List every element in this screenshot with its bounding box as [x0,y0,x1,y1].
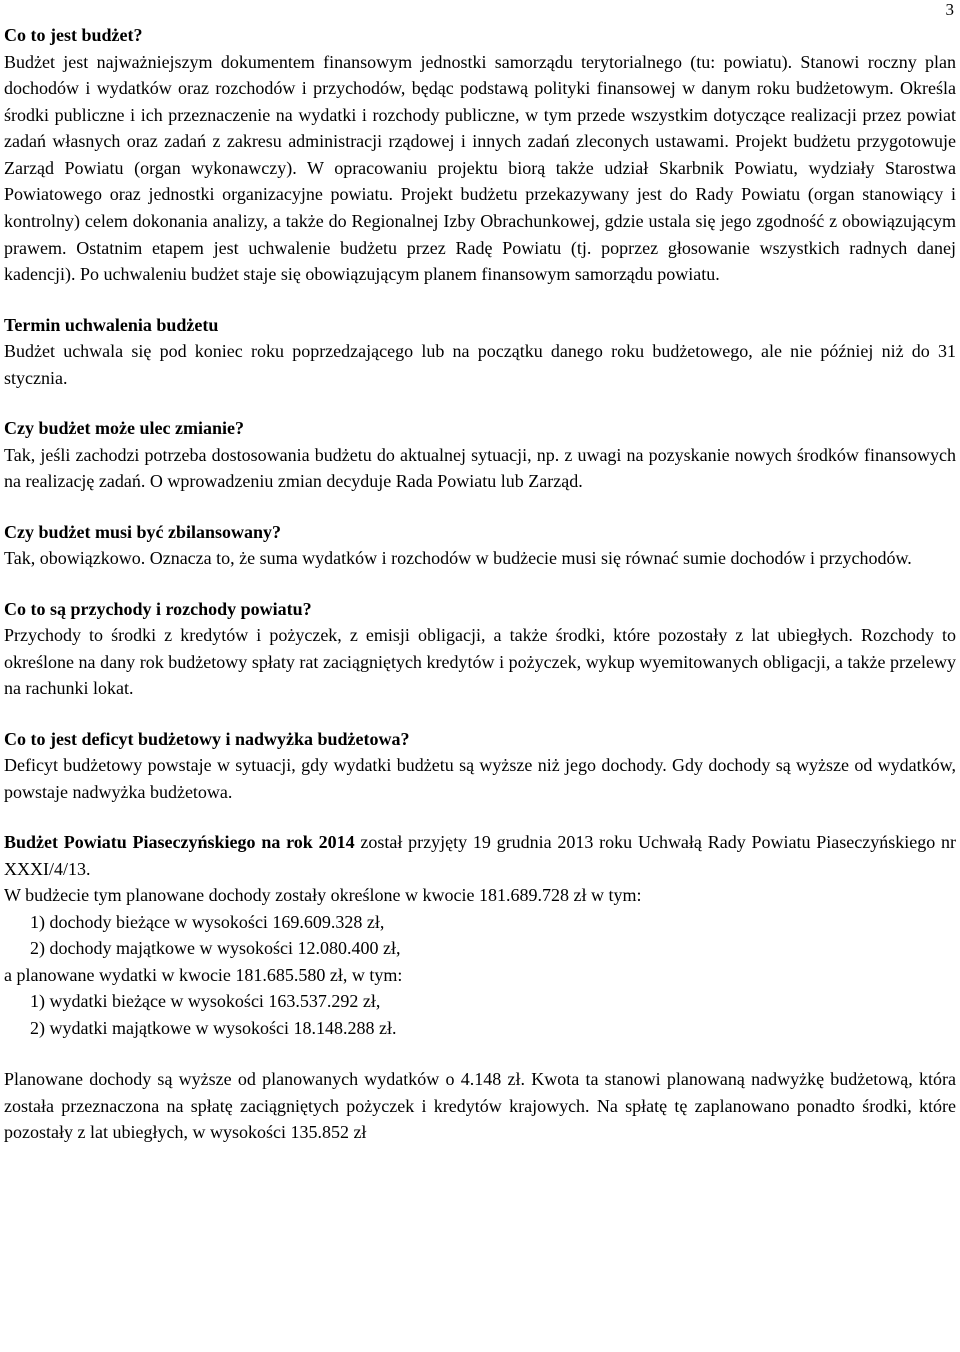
section-paragraph: Deficyt budżetowy powstaje w sytuacji, gdy wydatki budżetu są wyższe niż jego dochody. Gdy dochody są wyższe od wydatków, powstaje nadwyżka budżetowa. [4,755,956,802]
section-heading: Termin uchwalenia budżetu [4,314,219,335]
budget-lead-bold: Budżet Powiatu Piaseczyńskiego na rok 2014 [4,832,355,853]
section-heading: Czy budżet może ulec zmianie? [4,418,244,439]
section-heading: Co to jest deficyt budżetowy i nadwyżka budżetowa? [4,728,410,749]
section-heading: Co to są przychody i rozchody powiatu? [4,598,312,619]
income-item: 2) dochody majątkowe w wysokości 12.080.400 zł, [30,938,401,959]
section-paragraph: Tak, jeśli zachodzi potrzeba dostosowania budżetu do aktualnej sytuacji, np. z uwagi na pozyskanie nowych środków finansowych na realizację zadań. O wprowadzeniu zmian decyduje Rada Powiatu lub Zarząd. [4,444,956,492]
section-heading: Co to jest budżet? [4,25,143,45]
income-item: 1) dochody bieżące w wysokości 169.609.328 zł, [30,911,385,932]
surplus-paragraph: Planowane dochody są wyższe od planowanych wydatków o 4.148 zł. Kwota ta stanowi planowaną nadwyżkę budżetową, która została przeznaczona na spłatę zaciągniętych pożyczek i kredytów krajowych. Na spłatę tę zaplanowano ponadto środki, które pozostały z lat ubiegłych, w wysokości 135.852 zł [4,1069,956,1143]
section-termin-uchwalenia [4,312,956,392]
section-heading: Czy budżet musi być zbilansowany? [4,521,282,542]
section-deficyt-nadwyzka [4,726,956,806]
section-paragraph: Przychody to środki z kredytów i pożyczek, z emisji obligacji, a także środki, które pozostały z lat ubiegłych. Rozchody to określone na dany rok budżetowy spłaty rat zaciągniętych kredytów i pożyczek, wykup wyemitowanych obligacji, a także przelewy na rachunki lokat. [4,625,956,699]
budget-lead-text: został przyjęty 19 grudnia 2013 roku Uchwałą Rady Powiatu Piaseczyńskiego nr XXXI/4/13. [4,832,956,879]
expenses-intro: a planowane wydatki w kwocie 181.685.580 zł, w tym: [4,964,403,985]
section-budzet-2014 [4,829,956,1146]
budget-lead-paragraph [4,829,956,882]
section-co-to-jest-budzet [4,22,956,288]
section-paragraph: Budżet uchwala się pod koniec roku poprzedzającego lub na początku danego roku budżetowego, ale nie później niż do 31 stycznia. [4,341,956,388]
page-number: 3 [945,0,954,19]
section-paragraph: Tak, obowiązkowo. Oznacza to, że suma wydatków i rozchodów w budżecie musi się równać sumie dochodów i przychodów. [4,548,912,569]
section-bilans [4,519,956,572]
expense-item: 1) wydatki bieżące w wysokości 163.537.292 zł, [30,991,381,1012]
income-intro: W budżecie tym planowane dochody zostały określone w kwocie 181.689.728 zł w tym: [4,885,642,906]
section-przychody-rozchody [4,596,956,702]
document-body [4,22,956,1146]
section-paragraph: Budżet jest najważniejszym dokumentem finansowym jednostki samorządu terytorialnego (tu: powiatu). Stanowi roczny plan dochodów i wydatków oraz rozchodów i przychodów, będąc podstawą polityki finansowej w danym roku budżetowym. Określa środki publiczne i ich przeznaczenie na wydatki i rozchody publiczne, w tym przede wszystkim dotyczące realizacji przez powiat zadań własnych oraz zadań z zakresu administracji rządowej i innych zadań zleconych ustawami. Projekt budżetu przygotowuje Zarząd Powiatu (organ wykonawczy). W opracowaniu projektu biorą także udział Skarbnik Powiatu, wydziały Starostwa Powiatowego oraz jednostki organizacyjne powiatu. Projekt budżetu przekazywany jest do Rady Powiatu (organ stanowiący i kontrolny) celem dokonania analizy, a także do Regionalnej Izby Obrachunkowej, gdzie ustala się jego zgodność z obowiązującym prawem. Ostatnim etapem jest uchwalenie budżetu przez Radę Powiatu (tj. poprzez głosowanie wszystkich radnych danej kadencji). Po uchwaleniu budżet staje się obowiązującym planem finansowym samorządu powiatu. [4,51,956,285]
section-zmiana-budzetu [4,415,956,495]
expense-item: 2) wydatki majątkowe w wysokości 18.148.288 zł. [30,1017,397,1038]
